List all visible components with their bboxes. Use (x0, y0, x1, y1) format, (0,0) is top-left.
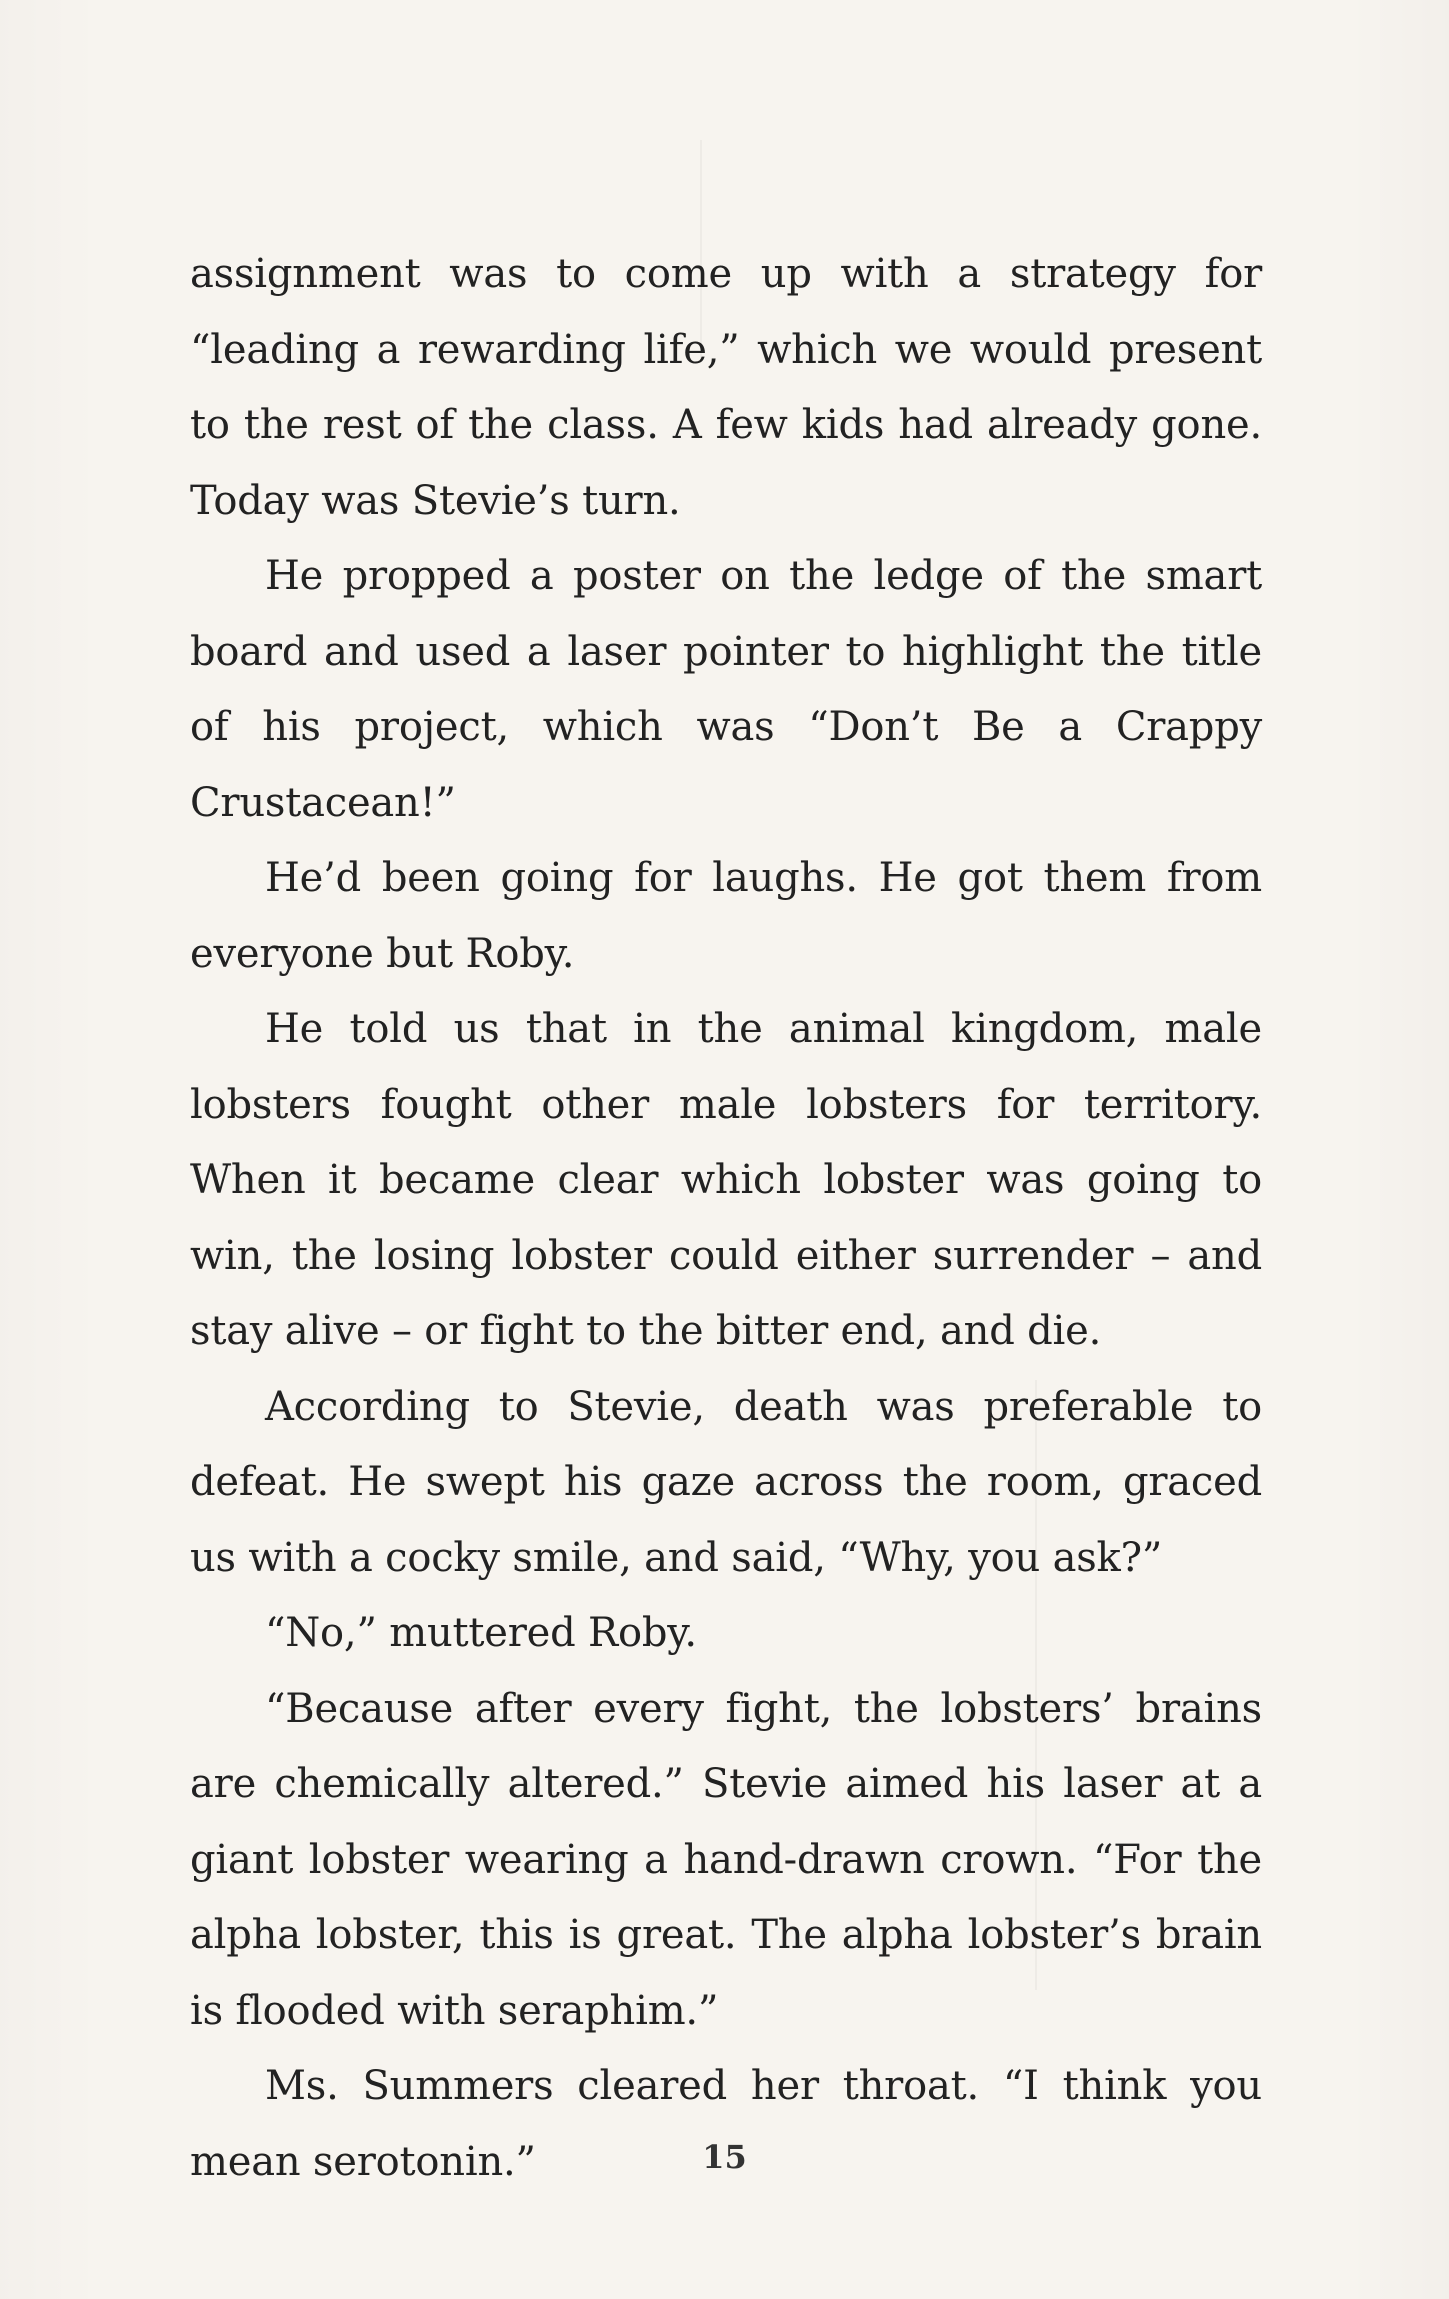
paragraph: assignment was to come up with a strategy for “leading a rewarding life,” which we would present to the rest of the class. A few kids had already gone. Today was Stevie’s turn. (190, 251, 1262, 524)
paragraph: According to Stevie, death was preferable to defeat. He swept his gaze across the room, graced us with a cocky smile, and said, “Why, you ask?” (190, 1383, 1262, 1581)
paragraph: Ms. Summers cleared her throat. “I think you mean serotonin.” (190, 2063, 1262, 2185)
paragraph: “No,” muttered Roby. (265, 1610, 697, 1656)
page-number: 15 (702, 2138, 747, 2176)
paragraph: He told us that in the animal kingdom, male lobsters fought other male lobsters for territory. When it became clear which lobster was going to win, the losing lobster could either surrender – and stay alive – or fight to the bitter end, and die. (190, 1006, 1262, 1354)
paragraph: “Because after every fight, the lobsters’ brains are chemically altered.” Stevie aimed his laser at a giant lobster wearing a hand-drawn crown. “For the alpha lobster, this is great. The alpha lobster’s brain is flooded with seraphim.” (190, 1685, 1262, 2034)
paragraph: He propped a poster on the ledge of the smart board and used a laser pointer to highlight the title of his project, which was “Don’t Be a Crappy Crustacean!” (190, 553, 1262, 826)
paragraph: He’d been going for laughs. He got them from everyone but Roby. (190, 855, 1262, 977)
body-text (190, 237, 1262, 2200)
